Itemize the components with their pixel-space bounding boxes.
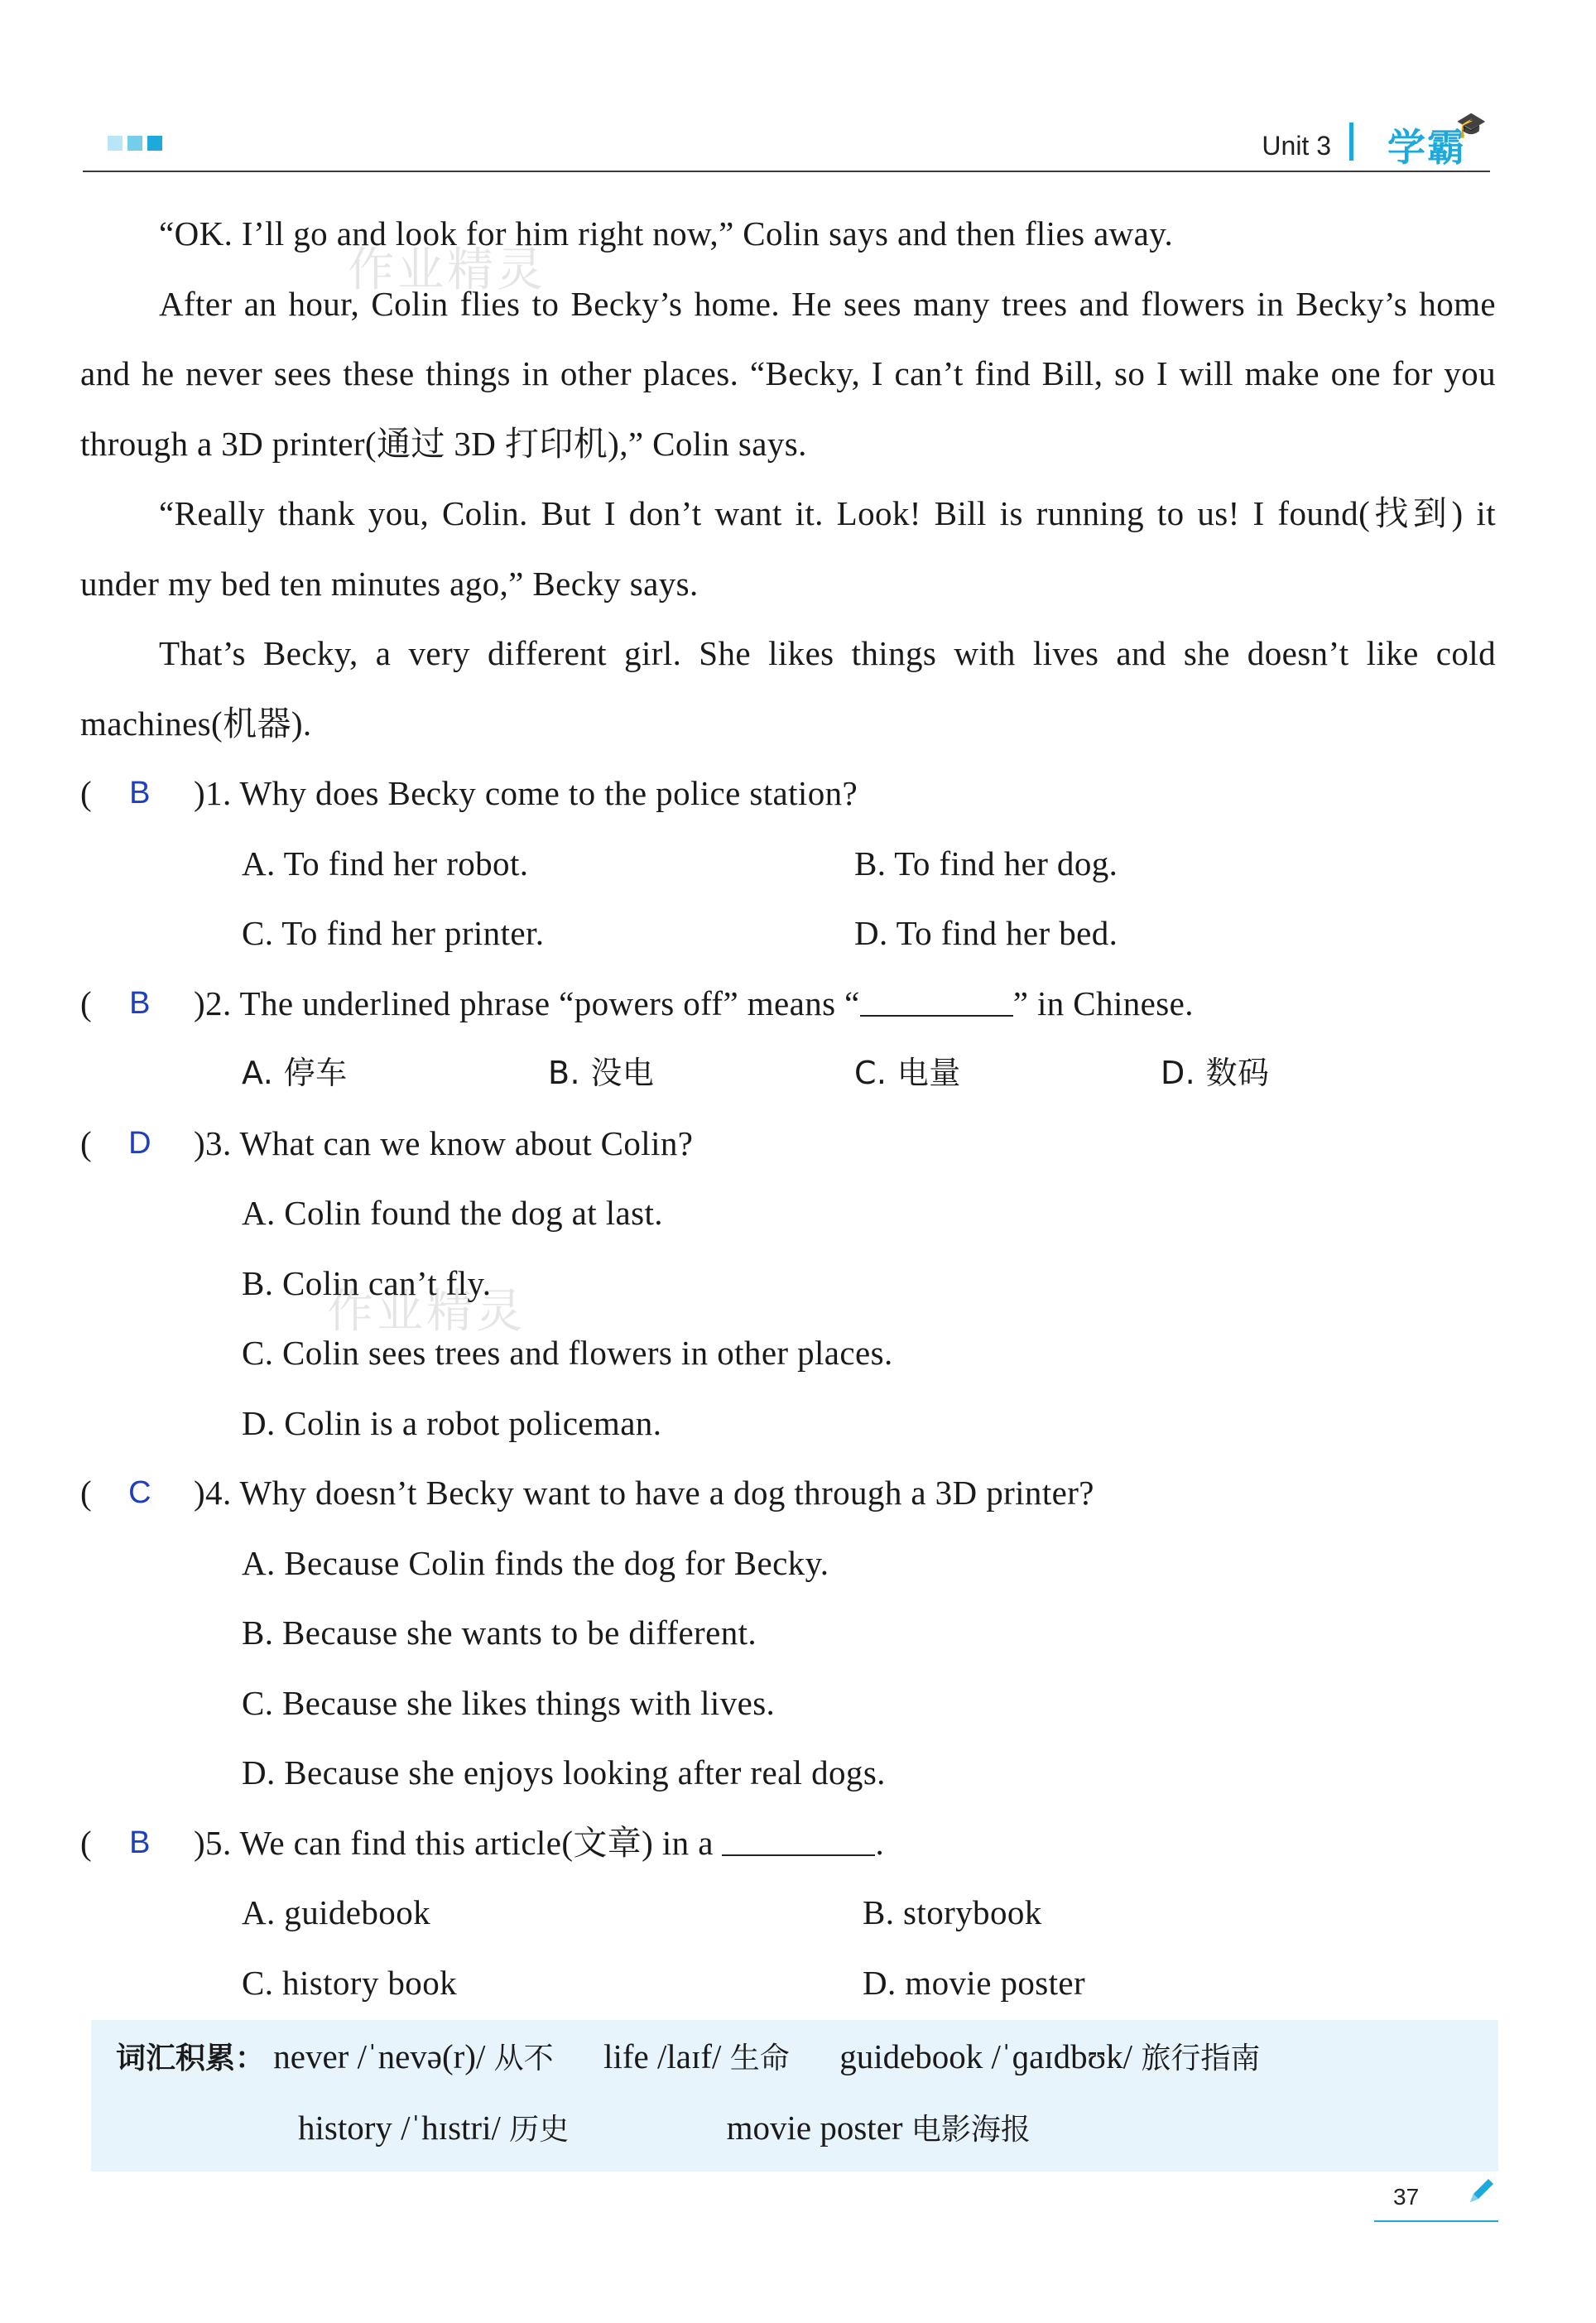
option: C. To find her printer. [242, 914, 545, 952]
question-3: ( D )3. What can we know about Colin? [80, 1109, 1496, 1179]
options-row [80, 1948, 1496, 2018]
vocab-row [116, 2035, 1260, 2077]
reading-content [80, 199, 1496, 2018]
option: C. Because she likes things with lives. [242, 1683, 776, 1722]
passage-paragraph: After an hour, Colin flies to Becky’s home. He sees many trees and flowers in Becky’s home and he never sees these things in other places. “Becky, I can’t find Bill, so I will make one for you through a 3D printer(通过 3D 打印机),” Colin says. [80, 284, 1496, 463]
answer-blank [860, 982, 1013, 1017]
pencil-icon [1464, 2176, 1497, 2209]
vocab-word: never /ˈnevə(r)/ [273, 2037, 486, 2075]
option: A. guidebook [242, 1893, 430, 1931]
question-text: )4. Why doesn’t Becky want to have a dog through a 3D printer? [194, 1474, 1094, 1512]
option: B. Colin can’t fly. [242, 1263, 492, 1302]
vocab-row [298, 2106, 1031, 2148]
option: B. 没电 [548, 1055, 655, 1091]
option: D. 数码 [1161, 1055, 1270, 1091]
option: A. Colin found the dog at last. [242, 1194, 663, 1232]
option: A. Because Colin finds the dog for Becky. [242, 1543, 829, 1582]
vocab-meaning: 从不 [493, 2042, 554, 2075]
option: D. Colin is a robot policeman. [242, 1403, 662, 1442]
answer-mark: B [129, 985, 151, 1021]
question-text: )5. We can find this article(文章) in a . [194, 1808, 884, 1878]
vocab-word: history /ˈhɪstri/ [298, 2109, 501, 2147]
option: A. 停车 [242, 1055, 348, 1091]
options-row [80, 1598, 1496, 1668]
vocab-label: 词汇积累： [116, 2042, 266, 2075]
vocab-word: guidebook /ˈɡaɪdbʊk/ [839, 2037, 1133, 2075]
watermark: 作业精灵 [348, 243, 546, 297]
options-row [80, 1738, 1496, 1808]
option: B. To find her dog. [854, 844, 1118, 883]
unit-label: Unit 3 [1262, 131, 1331, 161]
answer-mark: C [128, 1475, 151, 1510]
options-row [80, 1318, 1496, 1388]
passage-paragraph: “Really thank you, Colin. But I don’t want it. Look! Bill is running to us! I found(找到) it under my bed ten minutes ago,” Becky says. [80, 494, 1496, 603]
vocab-word: movie poster [726, 2109, 903, 2147]
answer-mark: B [129, 1825, 151, 1860]
footer-rule [1374, 2220, 1498, 2222]
brand-logo: 学霸 [1387, 125, 1467, 170]
question-1: ( B )1. Why does Becky come to the police station? [80, 758, 1496, 829]
options-row [80, 1668, 1496, 1739]
options-row [80, 1528, 1496, 1599]
options-row [80, 898, 1496, 969]
page-header [83, 111, 1490, 172]
vocab-meaning: 电影海报 [911, 2113, 1031, 2147]
header-rule [83, 171, 1490, 172]
question-text: )3. What can we know about Colin? [194, 1123, 694, 1162]
options-row [80, 1248, 1496, 1319]
option: B. storybook [863, 1893, 1042, 1931]
vocabulary-box [91, 2020, 1498, 2172]
option: D. To find her bed. [854, 914, 1118, 952]
options-row [80, 1038, 1496, 1109]
question-2: ( B )2. The underlined phrase “powers off” means “ ” in Chinese. [80, 969, 1496, 1039]
question-text: )1. Why does Becky come to the police station? [194, 774, 858, 812]
option: C. history book [242, 1963, 457, 2002]
option: D. movie poster [863, 1963, 1086, 2002]
header-decoration [108, 136, 162, 151]
answer-blank [722, 1821, 875, 1856]
graduation-cap-icon: 🎓 [1455, 111, 1487, 140]
question-5: ( B )5. We can find this article(文章) in a . [80, 1808, 1496, 1878]
answer-mark: D [128, 1125, 151, 1161]
answer-mark: B [129, 776, 151, 810]
options-row [80, 829, 1496, 899]
option: B. Because she wants to be different. [242, 1614, 757, 1652]
question-4: ( C )4. Why doesn’t Becky want to have a dog through a 3D printer? [80, 1458, 1496, 1528]
vocab-meaning: 旅行指南 [1141, 2042, 1261, 2075]
watermark: 作业精灵 [327, 1285, 526, 1339]
header-divider [1349, 123, 1353, 161]
options-row [80, 1178, 1496, 1248]
page-number: 37 [1393, 2184, 1420, 2210]
passage-paragraph: That’s Becky, a very different girl. She likes things with lives and she doesn’t like cold machines(机器). [80, 634, 1496, 743]
option: C. Colin sees trees and flowers in other places. [242, 1334, 893, 1372]
option: A. To find her robot. [242, 844, 529, 883]
options-row [80, 1878, 1496, 1948]
vocab-word: life /laɪf/ [603, 2037, 722, 2075]
option: C. 电量 [854, 1055, 961, 1091]
option: D. Because she enjoys looking after real dogs. [242, 1753, 886, 1792]
question-text: )2. The underlined phrase “powers off” means “ ” in Chinese. [194, 969, 1194, 1039]
vocab-meaning: 历史 [509, 2113, 570, 2147]
vocab-meaning: 生命 [729, 2042, 790, 2075]
passage-paragraph: “OK. I’ll go and look for him right now,” Colin says and then flies away. [159, 214, 1174, 252]
options-row [80, 1388, 1496, 1459]
